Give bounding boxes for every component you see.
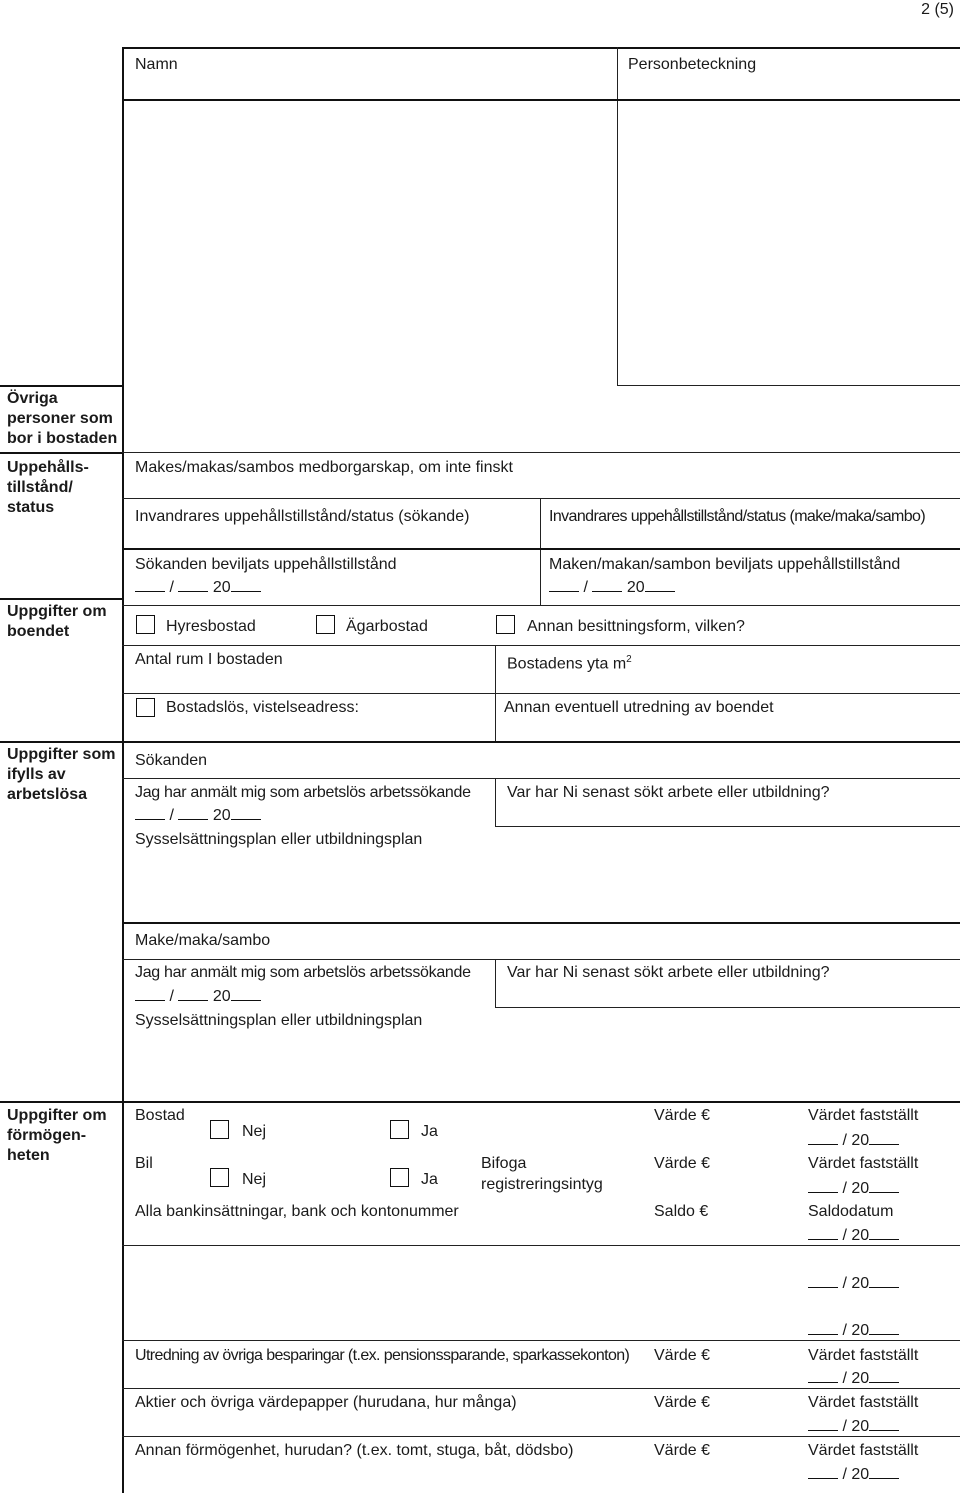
date-year-blank[interactable] bbox=[869, 1416, 899, 1431]
date-year: 20 bbox=[851, 1180, 870, 1197]
date-day-blank[interactable] bbox=[135, 986, 165, 1001]
shares-label: Aktier och övriga värdepapper (hurudana, hur många) bbox=[135, 1394, 517, 1411]
date-year: 20 bbox=[851, 1418, 870, 1435]
applicant-granted-date[interactable] bbox=[135, 577, 261, 598]
date-year-blank[interactable] bbox=[231, 577, 261, 592]
date-sep: / bbox=[842, 1227, 847, 1244]
date-year: 20 bbox=[626, 579, 645, 596]
section-housing: Uppgifter om boendet bbox=[7, 603, 107, 640]
header-bottom-rule bbox=[617, 385, 960, 386]
date-day-blank[interactable] bbox=[808, 1368, 838, 1383]
other-tenure-checkbox[interactable] bbox=[496, 615, 515, 634]
applicant-granted-label: Sökanden beviljats uppehållstillstånd bbox=[135, 556, 397, 573]
id-field[interactable] bbox=[619, 101, 959, 384]
other-assets-label: Annan förmögenhet, hurudan? (t.ex. tomt, stuga, båt, dödsbo) bbox=[135, 1442, 574, 1459]
spouse-plan-label: Sysselsättningsplan eller utbildningsplan bbox=[135, 1012, 423, 1029]
date-sep: / bbox=[842, 1418, 847, 1435]
home-no-label: Nej bbox=[242, 1123, 267, 1140]
balance-date-label: Saldodatum bbox=[808, 1203, 894, 1220]
rooms-label: Antal rum I bostaden bbox=[135, 651, 283, 668]
housing-top-rule bbox=[122, 605, 960, 606]
area-label bbox=[507, 650, 632, 674]
section-others: Övriga personer som bor i bostaden bbox=[7, 390, 118, 447]
section-assets: Uppgifter om förmögen-heten bbox=[7, 1107, 107, 1164]
value-text: Värde bbox=[654, 1347, 697, 1364]
euro-icon: € bbox=[701, 1442, 711, 1459]
value-text: Värde bbox=[654, 1107, 697, 1124]
housing-mid-rule bbox=[122, 645, 960, 646]
date-day-blank[interactable] bbox=[808, 1416, 838, 1431]
balance-date-2[interactable] bbox=[808, 1273, 899, 1294]
euro-icon: € bbox=[701, 1107, 711, 1124]
euro-icon: € bbox=[699, 1203, 709, 1220]
spouse-registered-label: Jag har anmält mig som arbetslös arbetssökande bbox=[135, 964, 471, 981]
homeless-label: Bostadslös, vistelseadress: bbox=[166, 699, 359, 716]
home-no-checkbox[interactable] bbox=[210, 1120, 229, 1139]
top-rule bbox=[122, 47, 960, 49]
permit-granted-rule bbox=[122, 548, 960, 550]
value-text: Värde bbox=[654, 1394, 697, 1411]
date-day-blank[interactable] bbox=[808, 1178, 838, 1193]
savings-label: Utredning av övriga besparingar (t.ex. pensionssparande, sparkassekonton) bbox=[135, 1347, 630, 1364]
savings-value-date[interactable] bbox=[808, 1368, 899, 1389]
others-rule bbox=[0, 385, 124, 387]
housing-lower-rule bbox=[122, 693, 960, 694]
date-year-blank[interactable] bbox=[869, 1464, 899, 1479]
date-month-blank[interactable] bbox=[592, 577, 622, 592]
euro-icon: € bbox=[701, 1394, 711, 1411]
date-sep: / bbox=[169, 807, 174, 824]
home-yes-label: Ja bbox=[421, 1123, 438, 1140]
date-year: 20 bbox=[851, 1370, 870, 1387]
date-month-blank[interactable] bbox=[178, 805, 208, 820]
name-field[interactable] bbox=[124, 101, 616, 384]
shares-value-date[interactable] bbox=[808, 1416, 899, 1437]
spouse-heading: Make/maka/sambo bbox=[135, 932, 271, 949]
date-year: 20 bbox=[851, 1322, 870, 1339]
date-sep: / bbox=[169, 988, 174, 1005]
date-day-blank[interactable] bbox=[549, 577, 579, 592]
date-day-blank[interactable] bbox=[135, 577, 165, 592]
date-day-blank[interactable] bbox=[808, 1130, 838, 1145]
date-year: 20 bbox=[851, 1227, 870, 1244]
date-year-blank[interactable] bbox=[645, 577, 675, 592]
citizenship-label: Makes/makas/sambos medborgarskap, om inte finskt bbox=[135, 459, 513, 476]
other-investigation-label: Annan eventuell utredning av boendet bbox=[504, 699, 774, 716]
area-superscript: 2 bbox=[626, 654, 632, 665]
car-value-fixed-label: Värdet fastställt bbox=[808, 1155, 919, 1172]
spouse-where-applied-label: Var har Ni senast sökt arbete eller utbildning? bbox=[507, 964, 830, 981]
unemployed-spouse-rule bbox=[122, 922, 960, 924]
id-label: Personbeteckning bbox=[628, 56, 757, 73]
balance-text: Saldo bbox=[654, 1203, 695, 1220]
header-divider bbox=[617, 47, 618, 385]
attach-label: Bifoga bbox=[481, 1155, 527, 1172]
date-year-blank[interactable] bbox=[869, 1130, 899, 1145]
home-value-date[interactable] bbox=[808, 1130, 899, 1151]
date-sep: / bbox=[842, 1132, 847, 1149]
unemployed-applicant-divider bbox=[495, 778, 496, 826]
spouse-granted-label: Maken/makan/sambon beviljats uppehållstillstånd bbox=[549, 556, 901, 573]
date-day-blank[interactable] bbox=[808, 1464, 838, 1479]
date-year: 20 bbox=[851, 1275, 870, 1292]
date-year: 20 bbox=[851, 1132, 870, 1149]
permit-divider bbox=[540, 498, 541, 606]
date-month-blank[interactable] bbox=[178, 577, 208, 592]
attach-label-2: registreringsintyg bbox=[481, 1176, 603, 1193]
other-tenure-label: Annan besittningsform, vilken? bbox=[527, 618, 745, 635]
date-year: 20 bbox=[212, 579, 231, 596]
date-sep: / bbox=[842, 1370, 847, 1387]
unemployed-rule bbox=[0, 741, 960, 743]
car-label: Bil bbox=[135, 1155, 153, 1172]
applicant-registered-date[interactable] bbox=[135, 805, 261, 826]
owned-label: Ägarbostad bbox=[346, 618, 428, 635]
home-yes-checkbox[interactable] bbox=[390, 1120, 409, 1139]
shares-value-fixed-label: Värdet fastställt bbox=[808, 1394, 919, 1411]
rental-label: Hyresbostad bbox=[166, 618, 256, 635]
page-number: 2 (5) bbox=[921, 1, 954, 18]
value-text: Värde bbox=[654, 1155, 697, 1172]
savings-value-label bbox=[654, 1346, 710, 1366]
permit-rule bbox=[0, 452, 124, 454]
unemployed-applicant-sub-rule bbox=[495, 826, 960, 827]
date-year-blank[interactable] bbox=[869, 1178, 899, 1193]
other-value-label bbox=[654, 1441, 710, 1461]
home-label: Bostad bbox=[135, 1107, 185, 1124]
home-value-fixed-label: Värdet fastställt bbox=[808, 1107, 919, 1124]
other-value-fixed-label: Värdet fastställt bbox=[808, 1442, 919, 1459]
balance-date-1[interactable] bbox=[808, 1225, 899, 1246]
owned-checkbox[interactable] bbox=[316, 615, 335, 634]
applicant-registered-label: Jag har anmält mig som arbetslös arbetssökande bbox=[135, 784, 471, 801]
car-value-date[interactable] bbox=[808, 1178, 899, 1199]
date-year-blank[interactable] bbox=[869, 1225, 899, 1240]
date-sep: / bbox=[842, 1180, 847, 1197]
date-year: 20 bbox=[212, 988, 231, 1005]
name-label: Namn bbox=[135, 56, 178, 73]
car-no-checkbox[interactable] bbox=[210, 1168, 229, 1187]
unemployed-spouse-divider bbox=[495, 959, 496, 1007]
car-value-label bbox=[654, 1154, 710, 1174]
value-text: Värde bbox=[654, 1442, 697, 1459]
applicant-heading: Sökanden bbox=[135, 752, 208, 769]
date-year: 20 bbox=[851, 1466, 870, 1483]
date-sep: / bbox=[842, 1466, 847, 1483]
unemployed-spouse-sub-top bbox=[122, 959, 960, 960]
home-value-label bbox=[654, 1106, 710, 1126]
applicant-plan-label: Sysselsättningsplan eller utbildningsplan bbox=[135, 831, 423, 848]
applicant-where-applied-label: Var har Ni senast sökt arbete eller utbildning? bbox=[507, 784, 830, 801]
unemployed-spouse-sub-rule bbox=[495, 1007, 960, 1008]
car-yes-label: Ja bbox=[421, 1171, 438, 1188]
balance-date-3[interactable] bbox=[808, 1320, 899, 1341]
housing-rule bbox=[0, 598, 124, 600]
savings-value-fixed-label: Värdet fastställt bbox=[808, 1347, 919, 1364]
spouse-status-label: Invandrares uppehållstillstånd/status (make/maka/sambo) bbox=[549, 508, 926, 525]
car-no-label: Nej bbox=[242, 1171, 267, 1188]
homeless-checkbox[interactable] bbox=[136, 698, 155, 717]
date-year-blank[interactable] bbox=[869, 1320, 899, 1335]
assets-rule bbox=[0, 1101, 960, 1103]
applicant-status-label: Invandrares uppehållstillstånd/status (sökande) bbox=[135, 508, 470, 525]
area-text: Bostadens yta m bbox=[507, 655, 627, 673]
date-year-blank[interactable] bbox=[869, 1273, 899, 1288]
date-sep: / bbox=[842, 1275, 847, 1292]
section-permit: Uppehålls-tillstånd/ status bbox=[7, 459, 89, 516]
date-sep: / bbox=[169, 579, 174, 596]
date-year-blank[interactable] bbox=[869, 1368, 899, 1383]
section-unemployed: Uppgifter som ifylls av arbetslösa bbox=[7, 746, 116, 803]
date-day-blank[interactable] bbox=[808, 1273, 838, 1288]
other-value-date[interactable] bbox=[808, 1464, 899, 1485]
date-year-blank[interactable] bbox=[231, 986, 261, 1001]
date-day-blank[interactable] bbox=[808, 1320, 838, 1335]
balance-label bbox=[654, 1202, 708, 1222]
rental-checkbox[interactable] bbox=[136, 615, 155, 634]
spouse-granted-date[interactable] bbox=[549, 577, 675, 598]
date-year-blank[interactable] bbox=[231, 805, 261, 820]
permit-top-rule bbox=[122, 452, 960, 453]
unemployed-applicant-rule bbox=[122, 778, 960, 779]
shares-value-label bbox=[654, 1393, 710, 1413]
euro-icon: € bbox=[701, 1155, 711, 1172]
permit-mid-rule bbox=[122, 498, 960, 499]
car-yes-checkbox[interactable] bbox=[390, 1168, 409, 1187]
euro-icon: € bbox=[701, 1347, 711, 1364]
date-year: 20 bbox=[212, 807, 231, 824]
date-sep: / bbox=[583, 579, 588, 596]
date-sep: / bbox=[842, 1322, 847, 1339]
date-day-blank[interactable] bbox=[808, 1225, 838, 1240]
date-month-blank[interactable] bbox=[178, 986, 208, 1001]
date-day-blank[interactable] bbox=[135, 805, 165, 820]
bank-label: Alla bankinsättningar, bank och kontonummer bbox=[135, 1203, 459, 1220]
spouse-registered-date[interactable] bbox=[135, 986, 261, 1007]
